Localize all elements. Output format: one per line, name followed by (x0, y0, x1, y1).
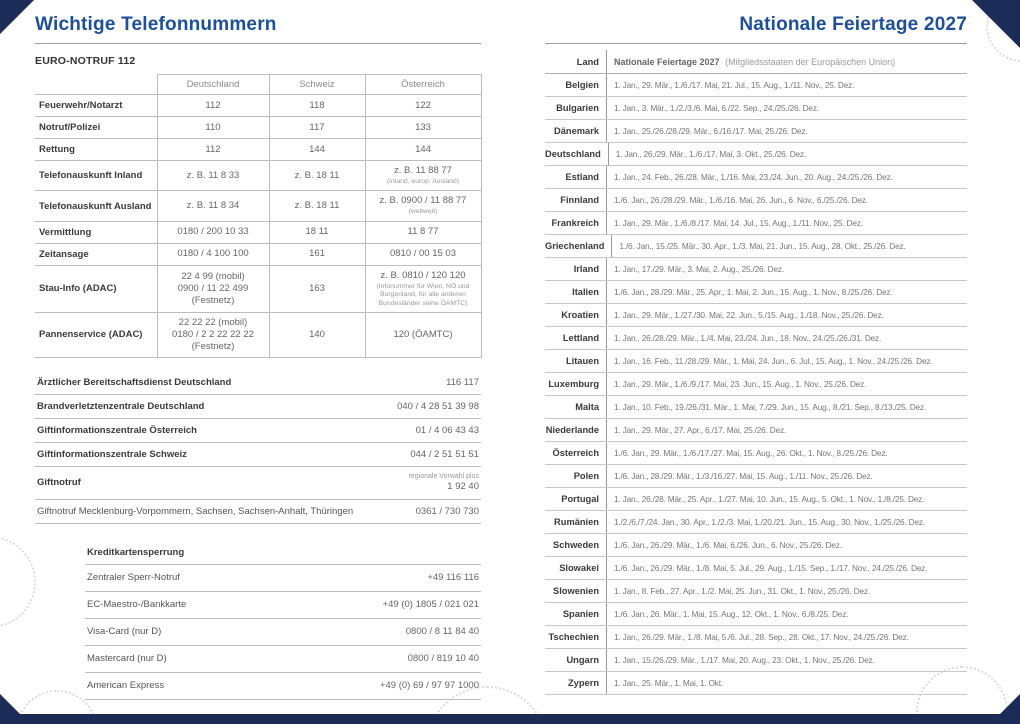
country-name: Niederlande (545, 419, 607, 441)
holiday-row (545, 649, 967, 672)
country-name: Slowenien (545, 580, 607, 602)
service-value (409, 473, 479, 493)
credit-item-label: EC-Maestro-/Bankkarte (87, 599, 187, 611)
phone-value: 163 (309, 282, 325, 294)
phone-cell-deutschland (157, 265, 269, 312)
holiday-row (545, 166, 967, 189)
phone-value-note: (Inland, europ. Ausland) (386, 177, 460, 185)
emergency-numbers-table (35, 74, 482, 358)
phone-cell-oesterreich (365, 117, 481, 139)
country-name: Slowakei (545, 557, 607, 579)
col-header-oesterreich: Österreich (365, 75, 481, 95)
holiday-dates: 1. Jan., 26./29. Mär., 1./8. Mai, 5./6. Jul., 28. Sep., 28. Okt., 17. Nov., 24./25./26. Dez. (614, 632, 909, 642)
phone-value: 120 (ÖAMTC) (393, 328, 453, 340)
phone-value-line2: 0900 / 11 22 499 (Festnetz) (177, 282, 249, 306)
phone-value-line2: 0180 / 2 2 22 22 22 (Festnetz) (172, 328, 254, 352)
holiday-dates: 1. Jan., 29. Mär., 27. Apr., 6./17. Mai, 25./26. Dez. (614, 425, 787, 435)
country-name: Österreich (545, 442, 607, 464)
phone-value: 11 8 77 (407, 226, 439, 238)
national-holidays-table (545, 50, 967, 695)
holiday-row (545, 626, 967, 649)
service-value: 01 / 4 06 43 43 (415, 424, 479, 436)
holidays-rows (545, 74, 967, 695)
country-name: Zypern (545, 672, 607, 694)
service-row (35, 395, 481, 419)
country-name: Deutschland (545, 143, 609, 165)
holiday-row (545, 258, 967, 281)
service-row (35, 419, 481, 443)
credit-item-row (85, 619, 481, 646)
phone-value: 0180 / 4 100 100 (177, 248, 249, 260)
service-value: 0361 / 730 730 (415, 505, 479, 517)
phone-cell-deutschland (157, 313, 269, 358)
country-name: Rumänien (545, 511, 607, 533)
holiday-row (545, 488, 967, 511)
phone-value: z. B. 11 88 77 (394, 165, 452, 176)
holiday-row (545, 442, 967, 465)
phone-row-label: Stau-Info (ADAC) (35, 265, 157, 312)
phone-table-row (35, 95, 481, 117)
service-label: Giftinformationszentrale Österreich (37, 424, 197, 436)
service-value: 116 117 (446, 376, 479, 388)
phone-value: z. B. 0810 / 120 120 (380, 269, 466, 281)
phone-cell-deutschland (157, 139, 269, 161)
holiday-dates: 1. Jan., 25./26./28./29. Mär., 6./16./17. Mai, 25./26. Dez. (614, 126, 808, 136)
phone-value: 140 (309, 328, 325, 340)
phone-cell-schweiz (269, 191, 365, 221)
holiday-row (545, 212, 967, 235)
credit-item-value: 0800 / 8 11 84 40 (405, 626, 479, 638)
credit-item-row (85, 646, 481, 673)
phone-table-row (35, 139, 481, 161)
phone-value: 144 (415, 143, 431, 155)
credit-items-list (85, 565, 481, 700)
land-column-header: Land (545, 50, 607, 73)
phone-value-note: (weltweit) (408, 208, 438, 216)
phone-cell-deutschland (157, 243, 269, 265)
phone-value: 0810 / 00 15 03 (389, 248, 457, 260)
corner-decoration-top-right (972, 0, 1020, 48)
phone-value: 112 (205, 143, 221, 155)
holiday-row (545, 143, 967, 166)
phone-cell-oesterreich (365, 221, 481, 243)
holiday-dates: 1. Jan., 16. Feb., 11./28./29. Mär., 1. Mai, 24. Jun., 6. Jul., 15. Aug., 1. Nov., 24./25./26. Dez. (614, 356, 933, 366)
holiday-row (545, 74, 967, 97)
col-header-schweiz: Schweiz (269, 75, 365, 95)
country-name: Polen (545, 465, 607, 487)
holiday-row (545, 281, 967, 304)
phone-cell-oesterreich (365, 139, 481, 161)
service-label: Giftinformationszentrale Schweiz (37, 448, 187, 460)
phone-value: 118 (309, 99, 325, 111)
country-name: Kroatien (545, 304, 607, 326)
phone-cell-oesterreich (365, 191, 481, 221)
bottom-edge-bar (0, 714, 1020, 724)
phone-cell-deutschland (157, 161, 269, 191)
holiday-dates: 1. Jan., 29. Mär., 1./6./9./17. Mai, 23. Jun., 15. Aug., 1. Nov., 25./26. Dez. (614, 379, 867, 389)
holiday-row (545, 189, 967, 212)
phone-cell-schweiz (269, 221, 365, 243)
phone-value: 144 (309, 143, 325, 155)
credit-item-row (85, 592, 481, 619)
holiday-dates: 1./6. Jan., 29. Mär., 1./6./17./27. Mai, 15. Aug., 26. Okt., 1. Nov., 8./25./26. Dez. (614, 448, 888, 458)
country-name: Estland (545, 166, 607, 188)
holiday-row (545, 396, 967, 419)
credit-item-value: +49 (0) 1805 / 021 021 (382, 599, 479, 611)
right-page-feiertage (545, 14, 967, 695)
service-label: Giftnotruf Mecklenburg-Vorpommern, Sachsen, Sachsen-Anhalt, Thüringen (37, 505, 354, 517)
holiday-dates: 1. Jan., 15./26./29. Mär., 1./17. Mai, 20. Aug., 23. Okt., 1. Nov., 25./26. Dez. (614, 655, 875, 665)
phone-cell-schweiz (269, 243, 365, 265)
country-name: Italien (545, 281, 607, 303)
country-name: Bulgarien (545, 97, 607, 119)
phone-cell-schweiz (269, 95, 365, 117)
phone-table-row (35, 191, 481, 221)
country-name: Frankreich (545, 212, 607, 234)
holiday-row (545, 580, 967, 603)
holiday-row (545, 557, 967, 580)
holiday-row (545, 235, 967, 258)
phone-table-corner-cell (35, 75, 157, 95)
phone-table-row (35, 313, 481, 358)
col-header-deutschland: Deutschland (157, 75, 269, 95)
phone-value: 22 4 99 (mobil) (181, 271, 245, 283)
holiday-dates: 1. Jan., 29. Mär., 1./27./30. Mai, 22. Jun., 5./15. Aug., 1./18. Nov., 25./26. Dez. (614, 310, 884, 320)
title-divider (545, 43, 967, 44)
service-row (35, 500, 481, 524)
right-page-title: Nationale Feiertage 2027 (739, 14, 967, 35)
phone-row-label: Vermittlung (35, 221, 157, 243)
country-name: Luxemburg (545, 373, 607, 395)
phone-cell-schweiz (269, 313, 365, 358)
holidays-header-row (545, 50, 967, 74)
credit-item-value: +49 116 116 (427, 572, 479, 584)
country-name: Irland (545, 258, 607, 280)
credit-item-label: Zentraler Sperr-Notruf (87, 572, 180, 584)
phone-value: z. B. 11 8 33 (186, 169, 240, 181)
service-row (35, 371, 481, 395)
country-name: Dänemark (545, 120, 607, 142)
phone-row-label: Feuerwehr/Notarzt (35, 95, 157, 117)
holiday-dates: 1./6. Jan., 26./29. Mär., 1./6. Mai, 6./26. Jun., 6. Nov., 25./26. Dez. (614, 540, 842, 550)
phone-cell-schweiz (269, 139, 365, 161)
holiday-dates: 1. Jan., 26./29. Mär., 1./6./17. Mai, 3. Okt., 25./26. Dez. (615, 149, 806, 159)
phone-row-label: Rettung (35, 139, 157, 161)
credit-item-value: 0800 / 819 10 40 (407, 653, 479, 665)
holiday-row (545, 327, 967, 350)
phone-value-note: (Infonummer für Wien, NÖ und Burgenland, für alle anderen Bundesländer siehe ÖAMTC) (376, 282, 470, 307)
phone-table-header-row (35, 75, 481, 95)
holiday-row (545, 534, 967, 557)
country-name: Litauen (545, 350, 607, 372)
holiday-dates: 1. Jan., 26./28. Mär., 25. Apr., 1./27. Mai, 10. Jun., 15. Aug., 5. Okt., 1. Nov., 1./8./25. Dez. (614, 494, 925, 504)
phone-value: z. B. 0900 / 11 88 77 (379, 195, 467, 207)
phone-table-row (35, 221, 481, 243)
country-name: Ungarn (545, 649, 607, 671)
phone-table-row (35, 265, 481, 312)
holiday-row (545, 465, 967, 488)
holidays-header-note: (Mitgliedsstaaten der Europäischen Union) (725, 56, 896, 67)
service-label: Ärztlicher Bereitschaftsdienst Deutschland (37, 376, 232, 388)
phone-cell-oesterreich (365, 161, 481, 191)
phone-cell-schweiz (269, 161, 365, 191)
holiday-row (545, 419, 967, 442)
phone-value: 18 11 (305, 226, 329, 238)
holiday-row (545, 304, 967, 327)
service-label: Giftnotruf (37, 477, 81, 489)
phone-cell-oesterreich (365, 313, 481, 358)
credit-section-title: Kreditkartensperrung (85, 541, 481, 565)
holiday-row (545, 120, 967, 143)
phone-value: 122 (415, 99, 431, 111)
phone-value: 0180 / 200 10 33 (177, 226, 249, 238)
phone-table-row (35, 243, 481, 265)
phone-cell-deutschland (157, 191, 269, 221)
service-value-note: regionale Vorwahl plus (408, 472, 479, 480)
credit-item-label: Visa-Card (nur D) (87, 626, 162, 638)
holiday-dates: 1. Jan., 17./29. Mär., 3. Mai, 2. Aug., 25./26. Dez. (614, 264, 784, 274)
holiday-row (545, 97, 967, 120)
phone-value: 22 22 22 (mobil) (178, 317, 248, 329)
country-name: Malta (545, 396, 607, 418)
country-name: Belgien (545, 74, 607, 96)
phone-value: 112 (205, 99, 221, 111)
holiday-row (545, 373, 967, 396)
service-value: 044 / 2 51 51 51 (410, 448, 479, 460)
euro-notruf-heading: EURO-NOTRUF 112 (35, 55, 136, 67)
holiday-dates: 1. Jan., 25. Mär., 1. Mai, 1. Okt. (614, 678, 723, 688)
phone-table-body (35, 95, 481, 358)
phone-row-label: Notruf/Polizei (35, 117, 157, 139)
left-page-title: Wichtige Telefonnummern (35, 14, 277, 35)
credit-item-row (85, 673, 481, 700)
phone-value: 110 (205, 121, 221, 133)
phone-cell-deutschland (157, 95, 269, 117)
phone-cell-deutschland (157, 117, 269, 139)
phone-table-row (35, 161, 481, 191)
holiday-row (545, 511, 967, 534)
phone-table-row (35, 117, 481, 139)
holiday-dates: 1. Jan., 26./28./29. Mär., 1./4. Mai, 23./24. Jun., 18. Nov., 24./25./26./31. Dez. (614, 333, 882, 343)
phone-row-label: Zeitansage (35, 243, 157, 265)
phone-value: z. B. 11 8 34 (186, 200, 240, 212)
credit-item-label: American Express (87, 680, 165, 692)
service-row (35, 443, 481, 467)
holiday-dates: 1. Jan., 29. Mär., 1./6./17. Mai, 21. Jul., 15. Aug., 1./11. Nov., 25. Dez. (614, 80, 855, 90)
country-name: Tschechien (545, 626, 607, 648)
phone-value: 133 (415, 121, 431, 133)
corner-decoration-bottom-right (1000, 694, 1020, 714)
holiday-dates: 1./6. Jan., 26. Mär., 1. Mai, 15. Aug., 12. Okt., 1. Nov., 6./8./25. Dez. (614, 609, 849, 619)
holiday-dates: 1./6. Jan., 26./28./29. Mär., 1./6./16. Mai, 26. Jun., 6. Nov., 6./25./26. Dez. (614, 195, 868, 205)
title-divider (35, 43, 481, 44)
phone-cell-schweiz (269, 265, 365, 312)
holiday-row (545, 672, 967, 695)
phone-cell-schweiz (269, 117, 365, 139)
left-page-telefonnummern (35, 14, 481, 700)
country-name: Finnland (545, 189, 607, 211)
holiday-dates: 1./6. Jan., 15./25. Mär., 30. Apr., 1./3. Mai, 21. Jun., 15. Aug., 28. Okt., 25./26. Dez. (619, 241, 906, 251)
credit-card-blocking-section (85, 541, 481, 700)
holidays-column-header (607, 57, 967, 67)
country-name: Schweden (545, 534, 607, 556)
service-row (35, 467, 481, 500)
phone-row-label: Telefonauskunft Inland (35, 161, 157, 191)
country-name: Spanien (545, 603, 607, 625)
phone-cell-oesterreich (365, 95, 481, 117)
credit-item-label: Mastercard (nur D) (87, 653, 167, 665)
holiday-dates: 1. Jan., 10. Feb., 19./26./31. Mär., 1. Mai, 7./29. Jun., 15. Aug., 8./21. Sep., 8./13./25. Dez. (614, 402, 926, 412)
dotted-circle-decoration (0, 536, 36, 628)
holiday-dates: 1./6. Jan., 26./29. Mär., 1./8. Mai, 5. Jul., 29. Aug., 1./15. Sep., 1./17. Nov., 24./25./26. Dez. (614, 563, 928, 573)
holiday-dates: 1./6. Jan., 28./29. Mär., 25. Apr., 1. Mai, 2. Jun., 15. Aug., 1. Nov., 8./25./26. Dez. (614, 287, 893, 297)
holiday-dates: 1. Jan., 24. Feb., 26./28. Mär., 1./16. Mai, 23./24. Jun., 20. Aug., 24./25./26. Dez. (614, 172, 893, 182)
phone-cell-oesterreich (365, 243, 481, 265)
phone-value: z. B. 18 11 (294, 169, 340, 181)
holidays-header-main: Nationale Feiertage 2027 (614, 56, 720, 67)
country-name: Griechenland (545, 235, 612, 257)
holiday-dates: 1. Jan., 8. Feb., 27. Apr., 1./2. Mai, 25. Jun., 31. Okt., 1. Nov., 25./26. Dez. (614, 586, 870, 596)
service-value: 040 / 4 28 51 39 98 (397, 400, 479, 412)
holiday-dates: 1./6. Jan., 28./29. Mär., 1./3./16./27. Mai, 15. Aug., 1./11. Nov., 25./26. Dez. (614, 471, 873, 481)
holiday-dates: 1. Jan., 29. Mär., 1./6./8./17. Mai, 14. Jul., 15. Aug., 1./11. Nov., 25. Dez. (614, 218, 863, 228)
country-name: Lettland (545, 327, 607, 349)
credit-item-row (85, 565, 481, 592)
phone-value: 117 (309, 121, 325, 133)
service-label: Brandverletztenzentrale Deutschland (37, 400, 205, 412)
corner-decoration-top-left (0, 0, 34, 34)
phone-row-label: Telefonauskunft Ausland (35, 191, 157, 221)
phone-value: 161 (309, 248, 325, 260)
corner-decoration-bottom-left (0, 694, 20, 714)
holiday-dates: 1. Jan., 3. Mär., 1./2./3./6. Mai, 6./22. Sep., 24./25./26. Dez. (614, 103, 819, 113)
service-value-number: 1 92 40 (447, 481, 479, 493)
credit-item-value: +49 (0) 69 / 97 97 1000 (379, 680, 479, 692)
holiday-dates: 1./2./6./7./24. Jan., 30. Apr., 1./2./3. Mai, 1./20./21. Jun., 15. Aug., 30. Nov., 1./25./26. Dez. (614, 517, 925, 527)
emergency-services-list (35, 371, 481, 524)
phone-cell-oesterreich (365, 265, 481, 312)
phone-value: z. B. 18 11 (294, 200, 340, 212)
holiday-row (545, 350, 967, 373)
phone-row-label: Pannenservice (ADAC) (35, 313, 157, 358)
phone-cell-deutschland (157, 221, 269, 243)
country-name: Portugal (545, 488, 607, 510)
holiday-row (545, 603, 967, 626)
